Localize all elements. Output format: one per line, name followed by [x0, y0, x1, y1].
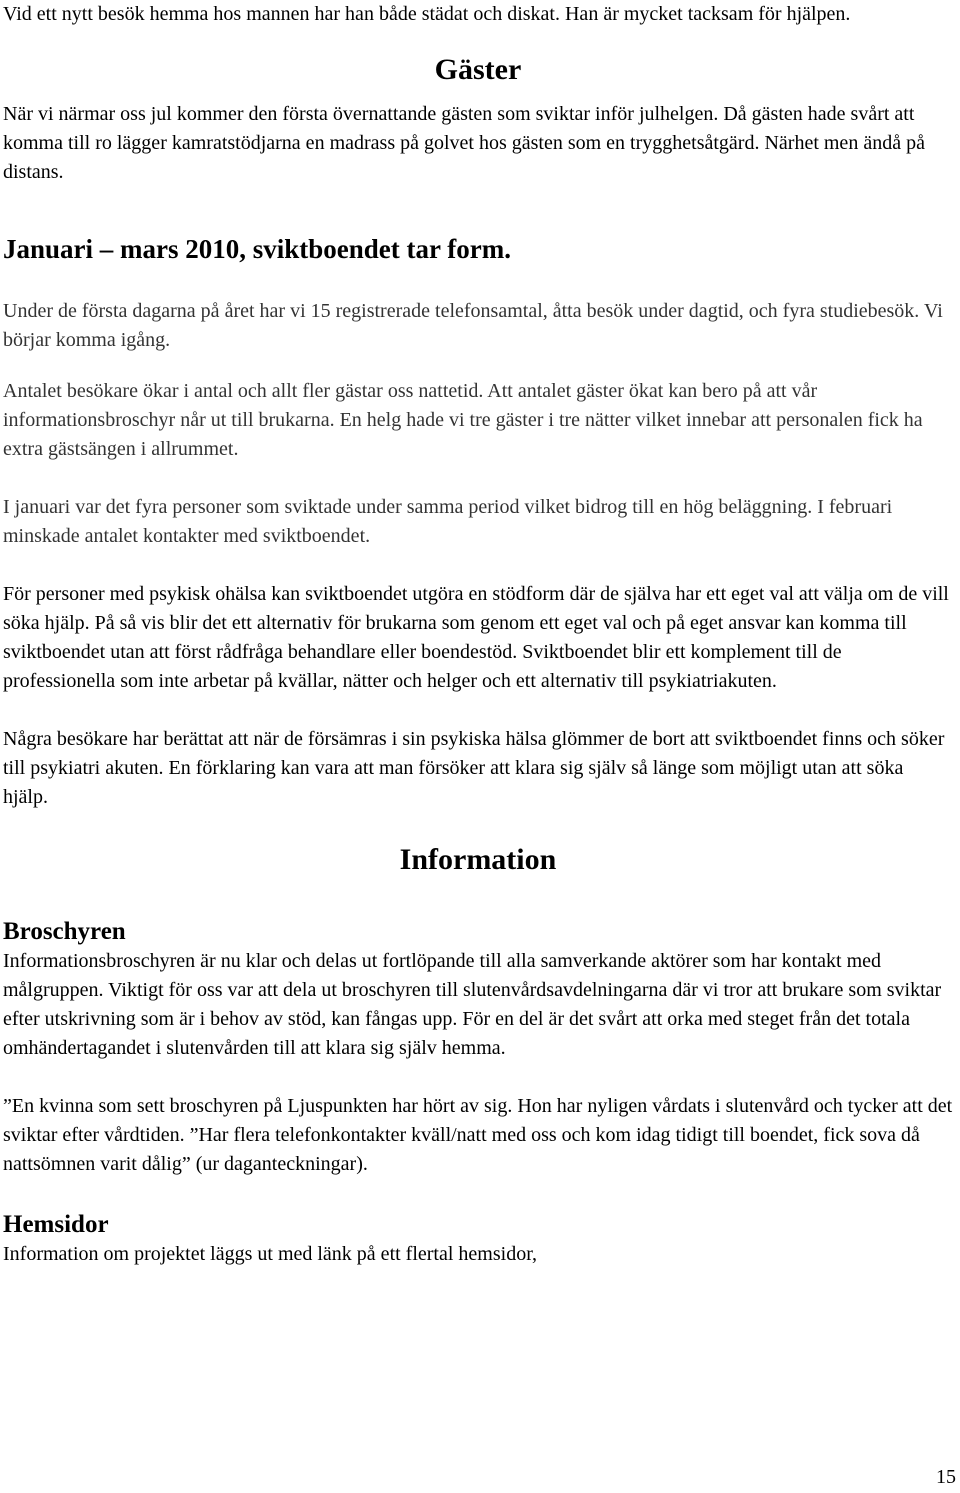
broschyren-quote: ”En kvinna som sett broschyren på Ljuspunkten har hört av sig. Hon har nyligen vårdats i slutenvård och tycker att det sviktar efter vårdtiden. ”Har flera telefonkontakter kväll/natt med oss och kom idag tidigt till boendet, fick sova då nattsömnen varit dålig” (ur daganteckningar). — [3, 1095, 953, 1175]
januari-paragraph-3: I januari var det fyra personer som sviktade under samma period vilket bidrog till en hög beläggning. I februari minskade antalet kontakter med sviktboendet. — [3, 496, 893, 547]
document-page — [3, 0, 953, 1269]
januari-paragraph-4: För personer med psykisk ohälsa kan sviktboendet utgöra en stödform där de själva har ett eget val att välja om de vill söka hjälp. På så vis blir det ett alternativ för brukarna som genom ett eget val och på eget ansvar kan komma till sviktboendet utan att först rådfråga behandlare eller boendestöd. Sviktboendet blir ett komplement till de professionella som inte arbetar på kvällar, nätter och helger och ett alternativ till psykiatriakuten. — [3, 583, 949, 692]
hemsidor-paragraph: Information om projektet läggs ut med länk på ett flertal hemsidor, — [3, 1243, 538, 1265]
januari-paragraph-2: Antalet besökare ökar i antal och allt fler gästar oss nattetid. Att antalet gäster ökat kan bero på att vår informationsbroschyr når ut till brukarna. En helg hade vi tre gäster i tre nätter vilket innebar att personalen fick ha extra gästsängen i allrummet. — [3, 380, 923, 460]
hemsidor-heading: Hemsidor — [3, 1211, 109, 1238]
januari-paragraph-5: Några besökare har berättat att när de försämras i sin psykiska hälsa glömmer de bort att sviktboendet finns och söker till psykiatri akuten. En förklaring kan vara att man försöker att klara sig själv så länge som möjligt utan att söka hjälp. — [3, 728, 945, 808]
broschyren-paragraph-1: Informationsbroschyren är nu klar och delas ut fortlöpande till alla samverkande aktörer som har kontakt med målgruppen. Viktigt för oss var att dela ut broschyren till slutenvårdsavdelningarna där vi tror att brukare som sviktar efter utskrivning som är i behov av stöd, kan fångas upp. För en del är det svårt att orka med steget från det totala omhändertagandet i slutenvården till att klara sig själv hemma. — [3, 950, 942, 1059]
information-heading: Information — [399, 843, 557, 876]
intro-paragraph: Vid ett nytt besök hemma hos mannen har han både städat och diskat. Han är mycket tacksam för hjälpen. — [3, 3, 851, 25]
page-number: 15 — [936, 1466, 956, 1488]
januari-paragraph-1: Under de första dagarna på året har vi 15 registrerade telefonsamtal, åtta besök under dagtid, och fyra studiebesök. Vi börjar komma igång. — [3, 300, 943, 351]
gaster-heading: Gäster — [434, 53, 522, 86]
gaster-paragraph: När vi närmar oss jul kommer den första övernattande gästen som sviktar inför julhelgen. Då gästen hade svårt att komma till ro lägger kamratstödjarna en madrass på golvet hos gästen som en trygghetsåtgärd. Närhet men ändå på distans. — [3, 103, 925, 183]
broschyren-heading: Broschyren — [3, 918, 126, 945]
januari-heading: Januari – mars 2010, sviktboendet tar form. — [3, 234, 511, 264]
